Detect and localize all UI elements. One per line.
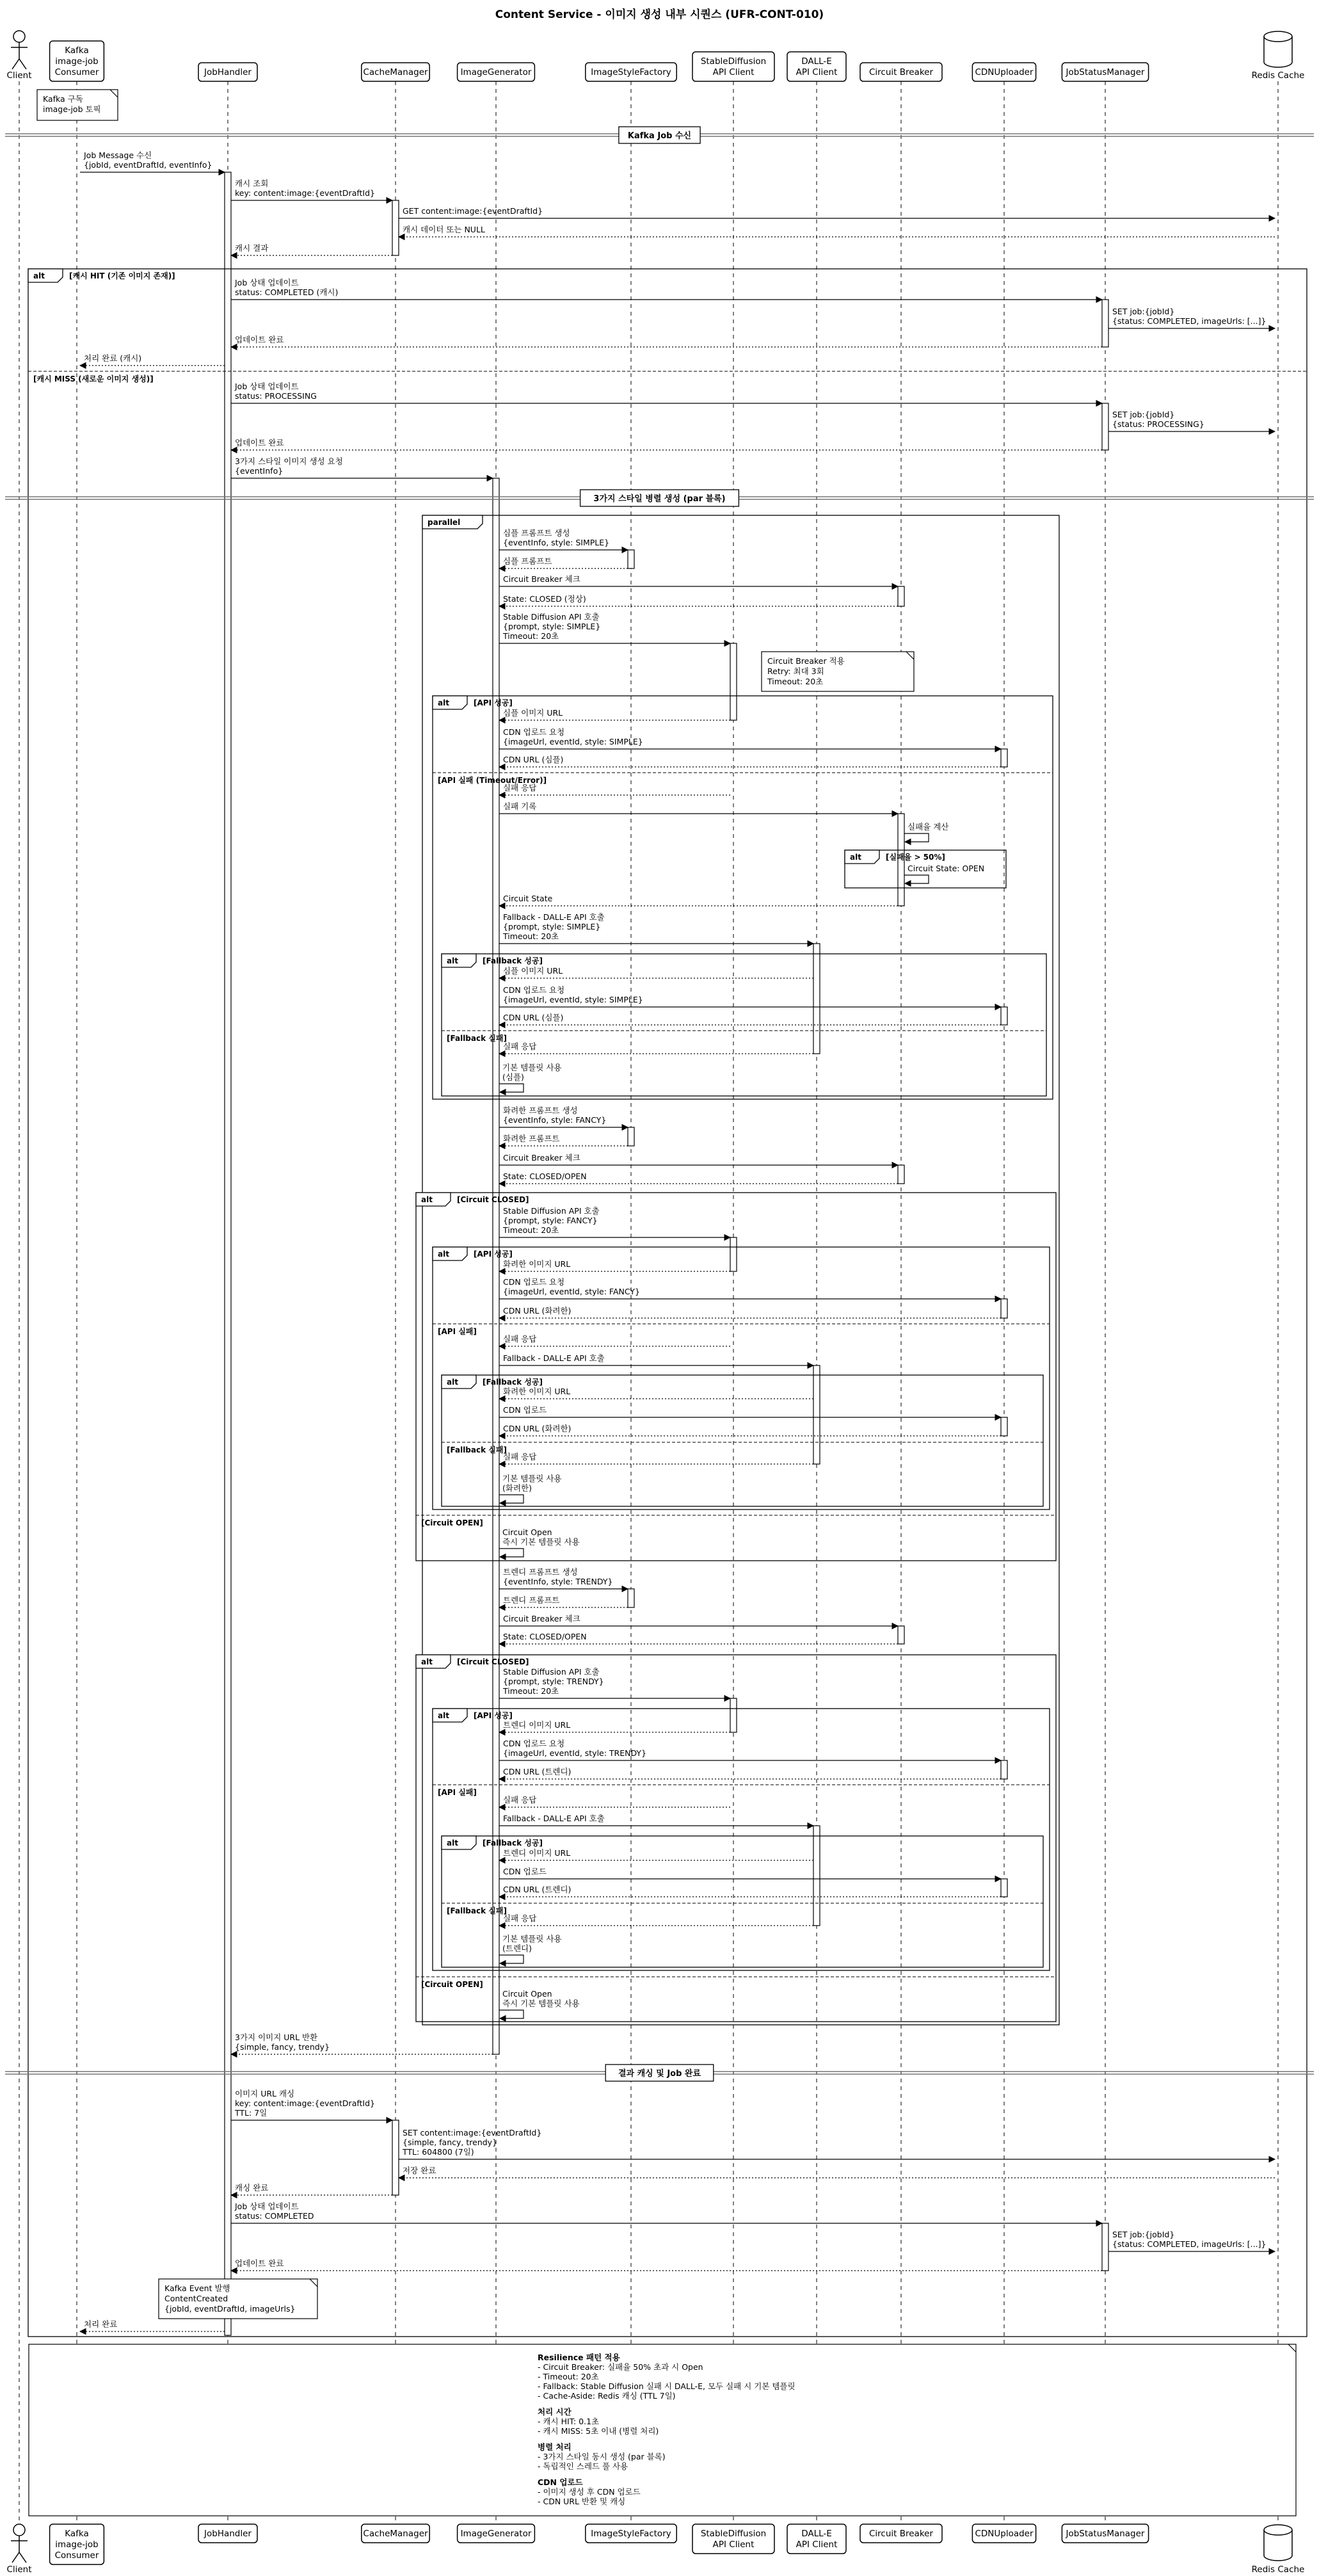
divider-label: Kafka Job 수신 [627,131,692,141]
message-label: 기본 템플릿 사용 [502,1934,562,1944]
activation-cdn [1001,1417,1007,1436]
activation-stylefactory [628,1589,634,1607]
activation-cb [898,1165,904,1184]
participant-label-sd: StableDiffusion [700,2529,767,2539]
note-text: Circuit Breaker 적용 [767,656,845,666]
divider-label: 3가지 스타일 병렬 생성 (par 블록) [593,494,726,504]
note-text: Kafka 구독 [43,94,83,104]
participant-label-dalle: API Client [795,2540,838,2550]
frame-condition: [Fallback 성공] [483,1839,543,1847]
message-label: Job 상태 업데이트 [235,278,299,287]
database-redis-label: Redis Cache [1251,2564,1305,2575]
actor-client-icon [11,42,28,69]
message-label: 실패 응답 [503,1913,537,1923]
activation-jobstatus [1102,2223,1108,2271]
frame-label: alt [447,956,458,965]
frame-label: alt [421,1195,433,1204]
frame-label: parallel [428,518,461,527]
message-label: {prompt, style: FANCY} [503,1216,598,1225]
frame-label: alt [447,1839,458,1847]
message-self-line [499,1549,524,1557]
note-text: - 독립적인 스레드 풀 사용 [538,2461,628,2471]
note-text: {jobId, eventDraftId, imageUrls} [164,2304,296,2314]
database-redis-icon [1264,31,1292,42]
message-label: CDN 업로드 요청 [503,1277,565,1287]
note-text: Kafka Event 발행 [164,2283,230,2293]
message-label: SET content:image:{eventDraftId} [403,2128,542,2137]
actor-client-label: Client [6,2564,32,2575]
message-label: CDN 업로드 요청 [503,985,565,995]
participant-label-kafka: Consumer [54,67,99,77]
participant-label-kafka: Kafka [65,45,89,56]
message-label: 캐싱 완료 [235,2183,269,2193]
message-label: 캐시 조회 [235,179,269,188]
participant-label-imagegen: ImageGenerator [460,2529,532,2539]
message-label: SET job:{jobId} [1112,307,1175,316]
frame-label: alt [438,698,449,707]
participant-label-sd: StableDiffusion [700,56,767,67]
participant-label-stylefactory: ImageStyleFactory [591,67,671,77]
message-label: 실패 응답 [503,1795,537,1805]
message-label: {status: COMPLETED, imageUrls: [...]} [1112,316,1267,326]
activation-stylefactory [628,550,634,568]
actor-client-icon [13,2524,25,2536]
message-label: Timeout: 20초 [503,931,559,941]
participant-label-cache: CacheManager [363,2529,428,2539]
message-label: {prompt, style: SIMPLE} [503,922,601,931]
participant-label-dalle: DALL-E [801,2529,832,2539]
participant-label-cdn: CDNUploader [975,2529,1034,2539]
frame-else-condition: [Circuit OPEN] [421,1980,483,1989]
frame-label: alt [421,1657,433,1666]
message-label: key: content:image:{eventDraftId} [235,2098,376,2108]
message-label: {prompt, style: SIMPLE} [503,622,601,631]
message-label: Stable Diffusion API 호출 [503,1667,600,1677]
frame-else-condition: [Fallback 실패] [447,1906,507,1915]
message-label: 화려한 이미지 URL [503,1259,571,1269]
participant-label-sd: API Client [712,67,755,77]
message-label: {prompt, style: TRENDY} [503,1677,604,1686]
activation-cdn [1001,1299,1007,1318]
message-label: TTL: 7일 [235,2108,268,2118]
message-label: 트렌디 이미지 URL [503,1720,571,1730]
message-label: CDN URL (화려한) [503,1424,572,1433]
message-label: 실패 기록 [503,801,537,811]
message-label: CDN URL (트렌디) [503,1885,572,1894]
message-label: status: COMPLETED (캐시) [235,287,339,297]
message-label: Circuit Breaker 체크 [503,1153,580,1163]
activation-cache [392,200,399,255]
message-label: {eventInfo, style: FANCY} [503,1115,607,1125]
activation-dalle [813,944,820,1054]
message-label: 트렌디 프롬프트 생성 [503,1567,578,1577]
message-label: Circuit State: OPEN [907,864,985,873]
message-label: 실패 응답 [503,783,537,793]
message-label: 실패 응답 [503,1452,537,1461]
message-label: Fallback - DALL-E API 호출 [503,1353,605,1363]
message-label: Timeout: 20초 [503,631,559,641]
participant-label-jobhandler: JobHandler [204,2529,252,2539]
message-label: 화려한 프롬프트 [503,1134,560,1143]
message-label: CDN URL (화려한) [503,1306,572,1316]
message-label: 심플 프롬프트 [503,556,552,566]
note-section-heading: Resilience 패턴 적용 [538,2353,620,2362]
message-label: Circuit Breaker 체크 [503,574,580,584]
note-text: - 캐시 MISS: 5초 이내 (병렬 처리) [538,2426,659,2436]
note-text: - CDN URL 반환 및 캐싱 [538,2497,626,2506]
frame-label: alt [33,271,45,280]
message-label: Stable Diffusion API 호출 [503,1206,600,1216]
message-label: 3가지 스타일 이미지 생성 요청 [235,456,343,466]
message-label: {jobId, eventDraftId, eventInfo} [84,160,212,170]
divider-label: 결과 캐싱 및 Job 완료 [618,2069,701,2079]
activation-sd [730,643,737,720]
actor-client-icon [13,31,25,42]
message-label: {imageUrl, eventId, style: FANCY} [503,1287,640,1296]
message-label: {simple, fancy, trendy} [235,2042,330,2052]
message-label: CDN URL (심플) [503,755,564,764]
activation-cdn [1001,1007,1007,1025]
frame-alt [28,269,1307,2337]
note-text: - Cache-Aside: Redis 캐싱 (TTL 7일) [538,2391,676,2401]
message-label: Job 상태 업데이트 [235,382,299,391]
frame-else-condition: [API 실패] [438,1327,477,1336]
participant-label-cache: CacheManager [363,67,428,77]
participant-label-cdn: CDNUploader [975,67,1034,77]
participant-label-kafka: Kafka [65,2529,89,2539]
activation-cdn [1001,1760,1007,1779]
participant-label-kafka: image-job [55,2540,99,2550]
note-text: ContentCreated [164,2294,228,2303]
message-label: 실패 응답 [503,1042,537,1051]
message-label: Circuit Breaker 체크 [503,1614,580,1623]
message-label: {eventInfo} [235,466,284,476]
message-label: CDN URL (심플) [503,1013,564,1022]
participant-label-sd: API Client [712,2540,755,2550]
activation-jobstatus [1102,300,1108,347]
participant-label-jobstatus: JobStatusManager [1066,67,1145,77]
message-self-line [499,1084,524,1092]
note-text: - 이미지 생성 후 CDN 업로드 [538,2487,641,2497]
message-label: 저장 완료 [403,2166,436,2175]
message-label: Circuit Open [502,1527,552,1537]
message-label: 처리 완료 [84,2319,118,2329]
participant-label-dalle: API Client [795,67,838,77]
message-label: {imageUrl, eventId, style: SIMPLE} [503,995,643,1004]
message-label: State: CLOSED (정상) [503,594,586,604]
message-label: Fallback - DALL-E API 호출 [503,912,605,922]
message-label: 기본 템플릿 사용 [502,1063,562,1072]
database-redis-label: Redis Cache [1251,70,1305,81]
participant-label-cb: Circuit Breaker [868,2529,934,2539]
database-redis-icon [1264,2525,1292,2535]
message-label: 즉시 기본 템플릿 사용 [502,1537,580,1547]
participant-label-cb: Circuit Breaker [868,67,934,77]
frame-else-condition: [API 실패 (Timeout/Error)] [438,776,547,785]
frame-condition: [캐시 HIT (기존 이미지 존재)] [69,271,175,280]
message-label: 기본 템플릿 사용 [502,1474,562,1483]
frame-condition: [Circuit CLOSED] [457,1657,529,1666]
message-label: 트렌디 프롬프트 [503,1595,560,1605]
frame-label: alt [438,1711,449,1720]
message-label: CDN 업로드 요청 [503,727,565,737]
frame-else-condition: [캐시 MISS (새로운 이미지 생성)] [33,374,154,383]
frame-else-condition: [Fallback 실패] [447,1034,507,1043]
message-label: {simple, fancy, trendy} [403,2137,498,2147]
note-section-heading: 병렬 처리 [538,2442,572,2452]
message-label: Job 상태 업데이트 [235,2202,299,2211]
activation-stylefactory [628,1127,634,1146]
message-label: {status: PROCESSING} [1112,419,1204,429]
message-label: State: CLOSED/OPEN [503,1632,587,1641]
frame-condition: [Fallback 성공] [483,1378,543,1387]
frame-condition: [API 성공] [474,1711,513,1720]
message-label: 처리 완료 (캐시) [84,353,142,363]
participant-label-dalle: DALL-E [801,56,832,67]
participant-label-kafka: Consumer [54,2550,99,2561]
note-text: - Timeout: 20초 [538,2372,599,2381]
frame-else-condition: [Fallback 실패] [447,1445,507,1454]
message-label: 실패 응답 [503,1334,537,1344]
message-label: Circuit State [503,894,553,903]
message-self-line [499,1495,524,1503]
message-label: {eventInfo, style: TRENDY} [503,1577,613,1586]
participant-label-jobhandler: JobHandler [204,67,252,77]
message-label: State: CLOSED/OPEN [503,1171,587,1181]
note-text: Timeout: 20초 [767,677,824,686]
frame-else-condition: [API 실패] [438,1788,477,1797]
message-label: status: COMPLETED [235,2211,314,2221]
message-label: 화려한 프롬프트 생성 [503,1106,578,1115]
activation-sd [730,1237,737,1271]
note-text: Retry: 최대 3회 [767,666,824,676]
message-label: Timeout: 20초 [503,1225,559,1235]
message-label: status: PROCESSING [235,391,317,401]
message-label: 업데이트 완료 [235,2258,284,2268]
diagram-title: Content Service - 이미지 생성 내부 시퀀스 (UFR-CONT-010) [495,8,824,21]
activation-jobstatus [1102,403,1108,450]
message-label: 캐시 결과 [235,243,269,253]
message-label: (트렌디) [502,1944,532,1953]
message-self-line [904,833,929,842]
message-label: (화려한) [502,1483,532,1493]
activation-sd [730,1698,737,1732]
note-text: image-job 토픽 [43,104,101,114]
note-text: - Circuit Breaker: 실패율 50% 초과 시 Open [538,2362,703,2372]
message-label: {imageUrl, eventId, style: SIMPLE} [503,737,643,746]
message-label: (심플) [502,1072,524,1082]
frame-condition: [Fallback 성공] [483,956,543,965]
message-self-line [499,1955,524,1963]
activation-imagegen [493,478,499,2054]
frame-label: alt [447,1378,458,1387]
message-label: key: content:image:{eventDraftId} [235,188,376,198]
activation-cb [898,1626,904,1644]
message-label: 심플 이미지 URL [503,708,563,718]
message-label: Job Message 수신 [84,150,152,160]
participant-label-stylefactory: ImageStyleFactory [591,2529,671,2539]
message-label: SET job:{jobId} [1112,2230,1175,2239]
activation-dalle [813,1826,820,1926]
note-text: - 캐시 HIT: 0.1초 [538,2417,600,2426]
message-label: Timeout: 20초 [503,1686,559,1696]
actor-client-label: Client [6,70,32,81]
message-label: 심플 프롬프트 생성 [503,528,570,538]
message-label: 실패율 계산 [907,822,949,832]
message-label: {status: COMPLETED, imageUrls: [...]} [1112,2239,1267,2249]
activation-cdn [1001,749,1007,767]
message-label: CDN URL (트렌디) [503,1767,572,1776]
message-label: TTL: 604800 (7일) [403,2147,474,2157]
message-label: {imageUrl, eventId, style: TRENDY} [503,1748,647,1758]
message-label: 캐시 데이터 또는 NULL [403,225,485,234]
message-self-line [904,875,929,883]
actor-client-icon [11,2536,28,2563]
message-label: 이미지 URL 캐싱 [235,2089,295,2098]
message-label: 업데이트 완료 [235,335,284,344]
message-label: 업데이트 완료 [235,438,284,447]
message-label: 즉시 기본 템플릿 사용 [502,1999,580,2008]
frame-condition: [API 성공] [474,1250,513,1259]
message-label: 트렌디 이미지 URL [503,1848,571,1858]
message-label: 화려한 이미지 URL [503,1387,571,1396]
frame-condition: [API 성공] [474,698,513,707]
message-label: {eventInfo, style: SIMPLE} [503,538,610,547]
message-label: Fallback - DALL-E API 호출 [503,1814,605,1823]
activation-cdn [1001,1879,1007,1897]
message-label: GET content:image:{eventDraftId} [403,206,543,216]
message-label: 심플 이미지 URL [503,966,563,976]
activation-dalle [813,1365,820,1464]
activation-cache [392,2120,399,2195]
activation-cb [898,586,904,606]
note-text: - Fallback: Stable Diffusion 실패 시 DALL-E, 모두 실패 시 기본 템플릿 [538,2381,795,2391]
message-self-line [499,2010,524,2018]
note-section-heading: 처리 시간 [538,2407,572,2417]
message-label: CDN 업로드 [503,1405,547,1415]
message-label: CDN 업로드 [503,1867,547,1876]
message-label: Stable Diffusion API 호출 [503,612,600,622]
participant-label-kafka: image-job [55,56,99,67]
participant-label-imagegen: ImageGenerator [460,67,532,77]
message-label: CDN 업로드 요청 [503,1739,565,1748]
frame-condition: [실패율 > 50%] [886,853,945,862]
note-text: - 3가지 스타일 동시 생성 (par 블록) [538,2452,666,2461]
frame-label: alt [850,853,861,862]
message-label: Circuit Open [502,1989,552,1999]
participant-label-jobstatus: JobStatusManager [1066,2529,1145,2539]
message-label: SET job:{jobId} [1112,410,1175,419]
message-label: 3가지 이미지 URL 반환 [235,2033,318,2042]
note-section-heading: CDN 업로드 [538,2477,583,2487]
frame-label: alt [438,1250,449,1259]
frame-condition: [Circuit CLOSED] [457,1195,529,1204]
frame-else-condition: [Circuit OPEN] [421,1518,483,1527]
